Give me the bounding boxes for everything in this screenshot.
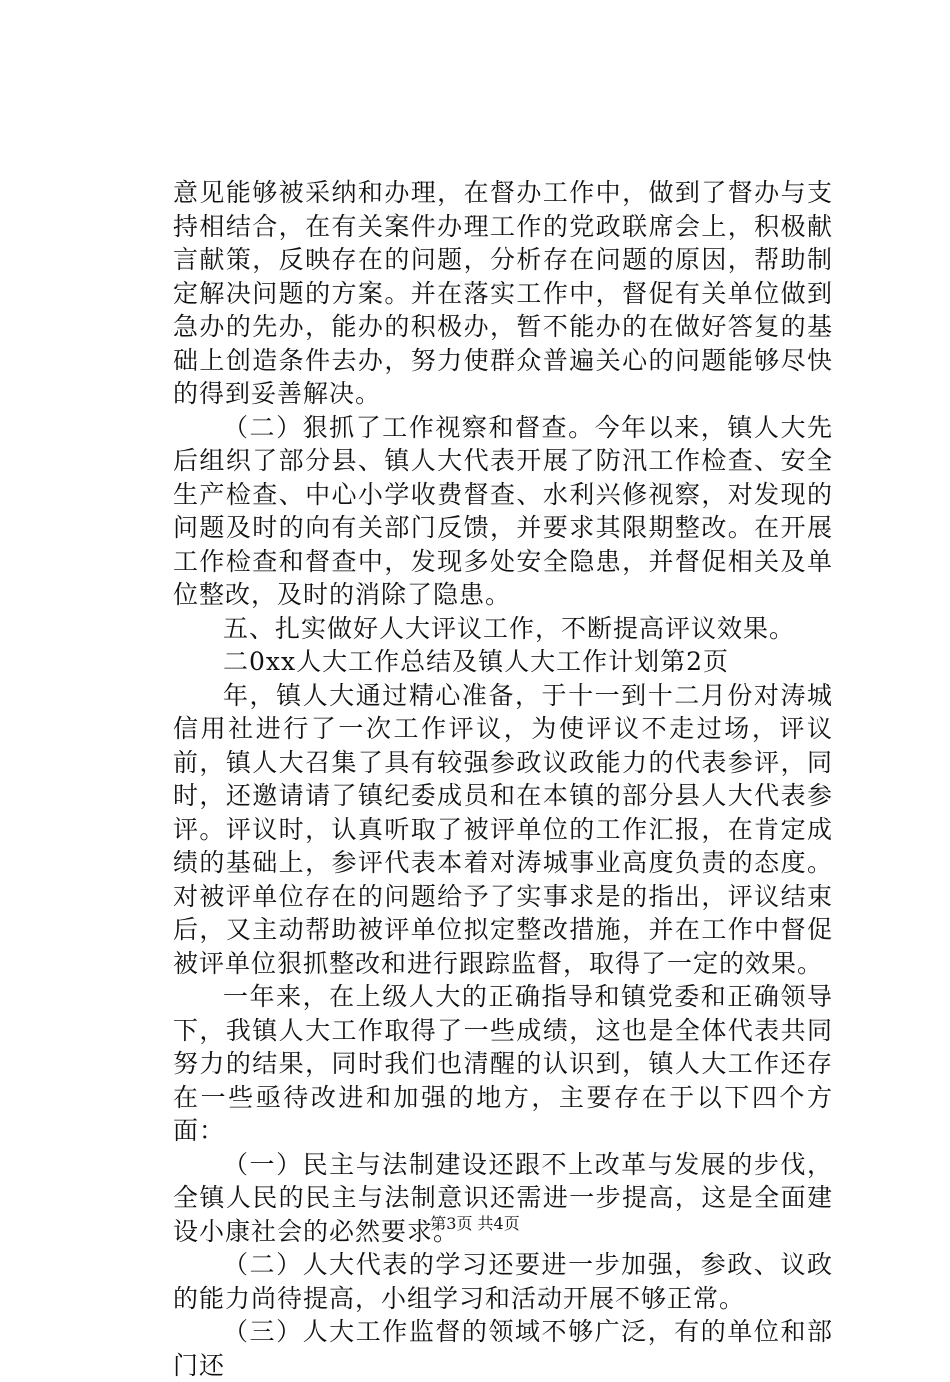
paragraph-review-work: 年，镇人大通过精心准备，于十一到十二月份对涛城信用社进行了一次工作评议，为使评议不走过场，评议前，镇人大召集了具有较强参政议政能力的代表参评，同时，还邀请请了镇纪委成员和在本镇的部分县人大代表参评。评议时，认真听取了被评单位的工作汇报，在肯定成绩的基础上，参评代表本着对涛城事业高度负责的态度。对被评单位存在的问题给予了实事求是的指出，评议结束后，又主动帮助被评单位拟定整改措施，并在工作中督促被评单位狠抓整改和进行跟踪监督，取得了一定的效果。 (173, 680, 833, 978)
paragraph-inspection: （二）狠抓了工作视察和督查。今年以来，镇人大先后组织了部分县、镇人大代表开展了防汛工作检查、安全生产检查、中心小学收费督查、水利兴修视察，对发现的问题及时的向有关部门反馈，并要求其限期整改。在开展工作检查和督查中，发现多处安全隐患，并督促相关及单位整改，及时的消除了隐患。 (173, 412, 833, 609)
page-number-footer: 第3页 共4页 (430, 1214, 520, 1233)
paragraph-summary: 一年来，在上级人大的正确指导和镇党委和正确领导下，我镇人大工作取得了一些成绩，这也是全体代表共同努力的结果，同时我们也清醒的认识到，镇人大工作还存在一些亟待改进和加强的地方，主要存在于以下四个方面： (173, 982, 833, 1145)
paragraph-issue-3: （三）人大工作监督的领域不够广泛，有的单位和部门还 (173, 1317, 833, 1380)
document-body (173, 176, 833, 1382)
section-heading-review: 五、扎实做好人大评议工作，不断提高评议效果。 (223, 613, 796, 643)
paragraph-issue-1: （一）民主与法制建设还跟不上改革与发展的步伐，全镇人民的民主与法制意识还需进一步提高，这是全面建设小康社会的必然要求。 (173, 1149, 833, 1246)
paragraph-continuation: 意见能够被采纳和办理，在督办工作中，做到了督办与支持相结合，在有关案件办理工作的党政联席会上，积极献言献策，反映存在的问题，分析存在问题的原因，帮助制定解决问题的方案。并在落实工作中，督促有关单位做到急办的先办，能办的积极办，暂不能办的在做好答复的基础上创造条件去办，努力使群众普遍关心的问题能够尽快的得到妥善解决。 (173, 178, 833, 408)
document-title-line: 二0xx人大工作总结及镇人大工作计划第2页 (223, 647, 730, 676)
paragraph-issue-2: （二）人大代表的学习还要进一步加强，参政、议政的能力尚待提高，小组学习和活动开展不够正常。 (173, 1250, 833, 1313)
